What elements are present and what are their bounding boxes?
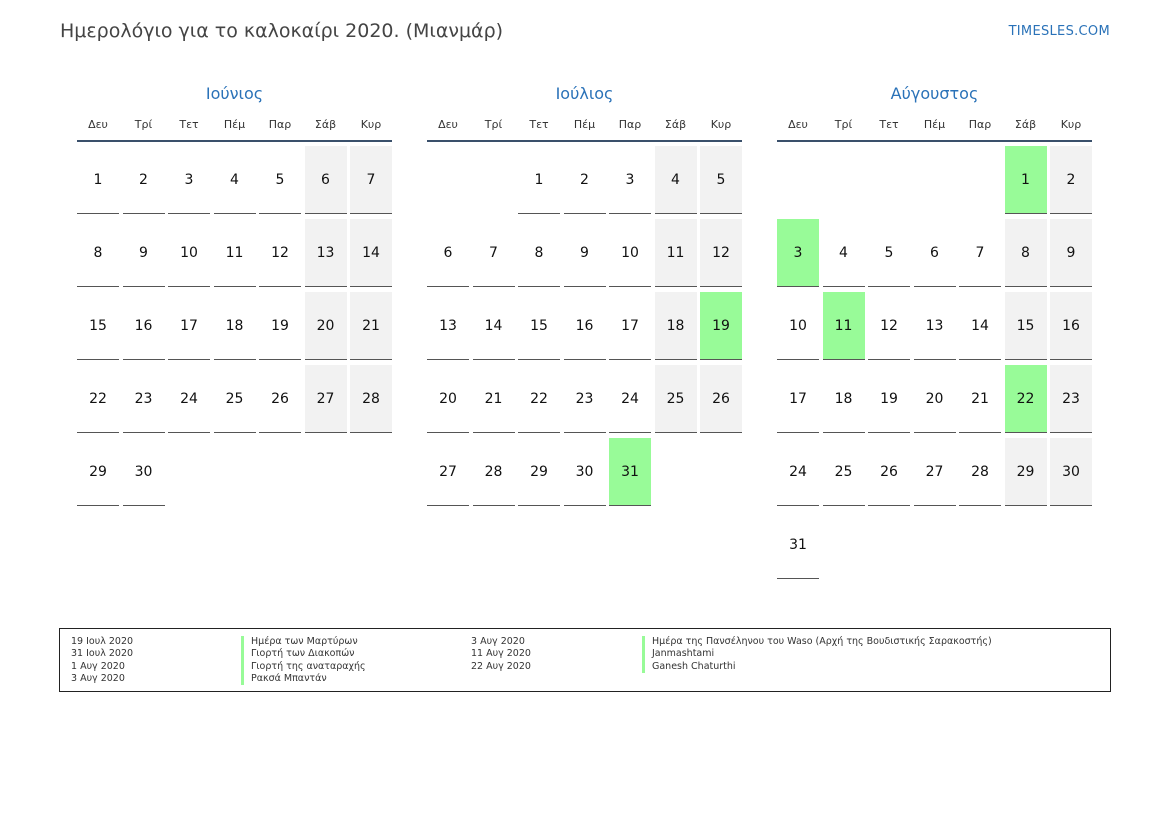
day-cell[interactable]: 18 <box>655 292 697 360</box>
day-cell[interactable]: 24 <box>777 438 819 506</box>
day-cell-holiday[interactable]: 31 <box>609 438 651 506</box>
day-cell[interactable]: 2 <box>123 146 165 214</box>
day-cell[interactable]: 25 <box>655 365 697 433</box>
day-cell[interactable]: 21 <box>959 365 1001 433</box>
day-cell[interactable]: 18 <box>823 365 865 433</box>
day-cell[interactable]: 26 <box>259 365 301 433</box>
day-cell[interactable]: 17 <box>168 292 210 360</box>
day-cell[interactable]: 9 <box>1050 219 1092 287</box>
weekday-label: Κυρ <box>710 118 732 131</box>
day-cell[interactable]: 10 <box>168 219 210 287</box>
day-cell[interactable]: 23 <box>1050 365 1092 433</box>
day-cell[interactable]: 15 <box>518 292 560 360</box>
legend-holiday-name: Ρακσά Μπαντάν <box>241 673 366 685</box>
day-cell[interactable]: 26 <box>700 365 742 433</box>
day-cell[interactable]: 21 <box>350 292 392 360</box>
day-cell[interactable]: 7 <box>959 219 1001 287</box>
day-cell[interactable]: 4 <box>823 219 865 287</box>
day-cell[interactable]: 17 <box>777 365 819 433</box>
legend-date: 3 Αυγ 2020 <box>71 672 125 684</box>
legend-date: 31 Ιουλ 2020 <box>71 648 134 660</box>
day-cell[interactable]: 5 <box>259 146 301 214</box>
day-cell[interactable]: 8 <box>518 219 560 287</box>
day-cell[interactable]: 22 <box>77 365 119 433</box>
weekday-label: Τετ <box>879 118 899 131</box>
day-cell[interactable]: 13 <box>914 292 956 360</box>
page-title: Ημερολόγιο για το καλοκαίρι 2020. (Μιανμάρ) <box>60 20 504 42</box>
day-cell[interactable]: 2 <box>1050 146 1092 214</box>
day-cell[interactable]: 23 <box>564 365 606 433</box>
day-cell[interactable]: 10 <box>609 219 651 287</box>
day-cell[interactable]: 7 <box>350 146 392 214</box>
legend-date: 22 Αυγ 2020 <box>471 660 531 672</box>
day-cell[interactable]: 14 <box>350 219 392 287</box>
day-cell[interactable]: 14 <box>959 292 1001 360</box>
day-cell[interactable]: 27 <box>427 438 469 506</box>
month-3 <box>777 84 1092 553</box>
day-cell[interactable]: 16 <box>123 292 165 360</box>
legend-holiday-name: Γιορτή των Διακοπών <box>241 648 366 660</box>
day-cell[interactable]: 29 <box>77 438 119 506</box>
legend-date: 3 Αυγ 2020 <box>471 636 525 647</box>
weekday-label: Πέμ <box>573 118 596 131</box>
site-link[interactable]: TIMESLES.COM <box>1008 24 1110 39</box>
day-cell[interactable]: 19 <box>259 292 301 360</box>
weekday-label: Δευ <box>438 118 458 131</box>
day-cell[interactable]: 24 <box>168 365 210 433</box>
weekday-label: Τρί <box>834 118 853 131</box>
day-cell[interactable]: 27 <box>305 365 347 433</box>
weekday-label: Πέμ <box>223 118 246 131</box>
day-cell[interactable]: 3 <box>168 146 210 214</box>
day-cell[interactable]: 26 <box>868 438 910 506</box>
holiday-legend <box>59 628 1111 692</box>
day-cell[interactable]: 13 <box>427 292 469 360</box>
day-cell[interactable]: 5 <box>868 219 910 287</box>
weekday-label: Τετ <box>179 118 199 131</box>
day-cell[interactable]: 7 <box>473 219 515 287</box>
weekday-header <box>77 108 392 142</box>
day-cell[interactable]: 8 <box>77 219 119 287</box>
weekday-label: Τρί <box>134 118 153 131</box>
day-cell[interactable]: 11 <box>655 219 697 287</box>
day-cell[interactable]: 31 <box>777 511 819 579</box>
month-name: Ιούλιος <box>555 84 614 103</box>
day-cell[interactable]: 3 <box>609 146 651 214</box>
day-cell[interactable]: 8 <box>1005 219 1047 287</box>
weekday-header <box>427 108 742 142</box>
day-cell[interactable]: 10 <box>777 292 819 360</box>
weekday-label: Τρί <box>484 118 503 131</box>
day-cell[interactable]: 19 <box>868 365 910 433</box>
day-cell[interactable]: 1 <box>77 146 119 214</box>
day-cell[interactable]: 12 <box>868 292 910 360</box>
day-cell[interactable]: 12 <box>259 219 301 287</box>
legend-date: 11 Αυγ 2020 <box>471 648 531 660</box>
day-cell[interactable]: 14 <box>473 292 515 360</box>
weekday-header <box>777 108 1092 142</box>
day-cell[interactable]: 5 <box>700 146 742 214</box>
weekday-label: Σάβ <box>314 118 337 131</box>
weekday-label: Δευ <box>788 118 808 131</box>
weekday-label: Σάβ <box>664 118 687 131</box>
weekday-label: Πέμ <box>923 118 946 131</box>
day-cell[interactable]: 6 <box>914 219 956 287</box>
weekday-label: Παρ <box>268 118 292 131</box>
day-cell[interactable]: 29 <box>1005 438 1047 506</box>
legend-holiday-name: Γιορτή της αναταραχής <box>241 661 366 673</box>
day-cell[interactable]: 13 <box>305 219 347 287</box>
weekday-label: Κυρ <box>360 118 382 131</box>
day-cell-holiday[interactable]: 11 <box>823 292 865 360</box>
legend-holiday-name: Ganesh Chaturthi <box>642 661 992 673</box>
day-cell[interactable]: 21 <box>473 365 515 433</box>
legend-date: 1 Αυγ 2020 <box>71 660 125 672</box>
day-cell-holiday[interactable]: 1 <box>1005 146 1047 214</box>
day-cell[interactable]: 4 <box>214 146 256 214</box>
day-cell[interactable]: 4 <box>655 146 697 214</box>
day-cell[interactable]: 30 <box>123 438 165 506</box>
day-cell[interactable]: 27 <box>914 438 956 506</box>
legend-holiday-name: Ημέρα των Μαρτύρων <box>241 636 366 648</box>
day-cell[interactable]: 17 <box>609 292 651 360</box>
day-cell[interactable]: 22 <box>518 365 560 433</box>
day-cell[interactable]: 15 <box>1005 292 1047 360</box>
day-cell[interactable]: 16 <box>564 292 606 360</box>
weekday-label: Σάβ <box>1014 118 1037 131</box>
day-cell[interactable]: 9 <box>123 219 165 287</box>
weekday-label: Κυρ <box>1060 118 1082 131</box>
legend-holiday-name: Janmashtami <box>642 648 992 660</box>
day-cell-holiday[interactable]: 3 <box>777 219 819 287</box>
day-cell[interactable]: 6 <box>305 146 347 214</box>
day-cell[interactable]: 16 <box>1050 292 1092 360</box>
weekday-label: Παρ <box>618 118 642 131</box>
day-cell[interactable]: 18 <box>214 292 256 360</box>
day-cell[interactable]: 1 <box>518 146 560 214</box>
day-cell[interactable]: 29 <box>518 438 560 506</box>
day-cell[interactable]: 6 <box>427 219 469 287</box>
day-cell[interactable]: 25 <box>823 438 865 506</box>
day-cell[interactable]: 20 <box>914 365 956 433</box>
legend-date: 19 Ιουλ 2020 <box>71 636 134 647</box>
month-1 <box>77 84 392 480</box>
weekday-label: Δευ <box>88 118 108 131</box>
day-cell[interactable]: 11 <box>214 219 256 287</box>
day-cell[interactable]: 23 <box>123 365 165 433</box>
day-cell[interactable]: 12 <box>700 219 742 287</box>
day-cell[interactable]: 20 <box>305 292 347 360</box>
day-cell[interactable]: 9 <box>564 219 606 287</box>
day-cell-holiday[interactable]: 19 <box>700 292 742 360</box>
day-cell[interactable]: 30 <box>1050 438 1092 506</box>
day-cell[interactable]: 15 <box>77 292 119 360</box>
weekday-label: Παρ <box>968 118 992 131</box>
day-cell[interactable]: 28 <box>473 438 515 506</box>
legend-holiday-name: Ημέρα της Πανσέληνου του Waso (Αρχή της Βουδιστικής Σαρακοστής) <box>642 636 992 648</box>
day-cell[interactable]: 28 <box>350 365 392 433</box>
day-cell-holiday[interactable]: 22 <box>1005 365 1047 433</box>
weekday-label: Τετ <box>529 118 549 131</box>
month-2 <box>427 84 742 480</box>
month-name: Αύγουστος <box>890 84 979 103</box>
day-cell[interactable]: 20 <box>427 365 469 433</box>
day-cell[interactable]: 24 <box>609 365 651 433</box>
day-cell[interactable]: 2 <box>564 146 606 214</box>
day-cell[interactable]: 30 <box>564 438 606 506</box>
day-cell[interactable]: 28 <box>959 438 1001 506</box>
month-name: Ιούνιος <box>205 84 264 103</box>
day-cell[interactable]: 25 <box>214 365 256 433</box>
